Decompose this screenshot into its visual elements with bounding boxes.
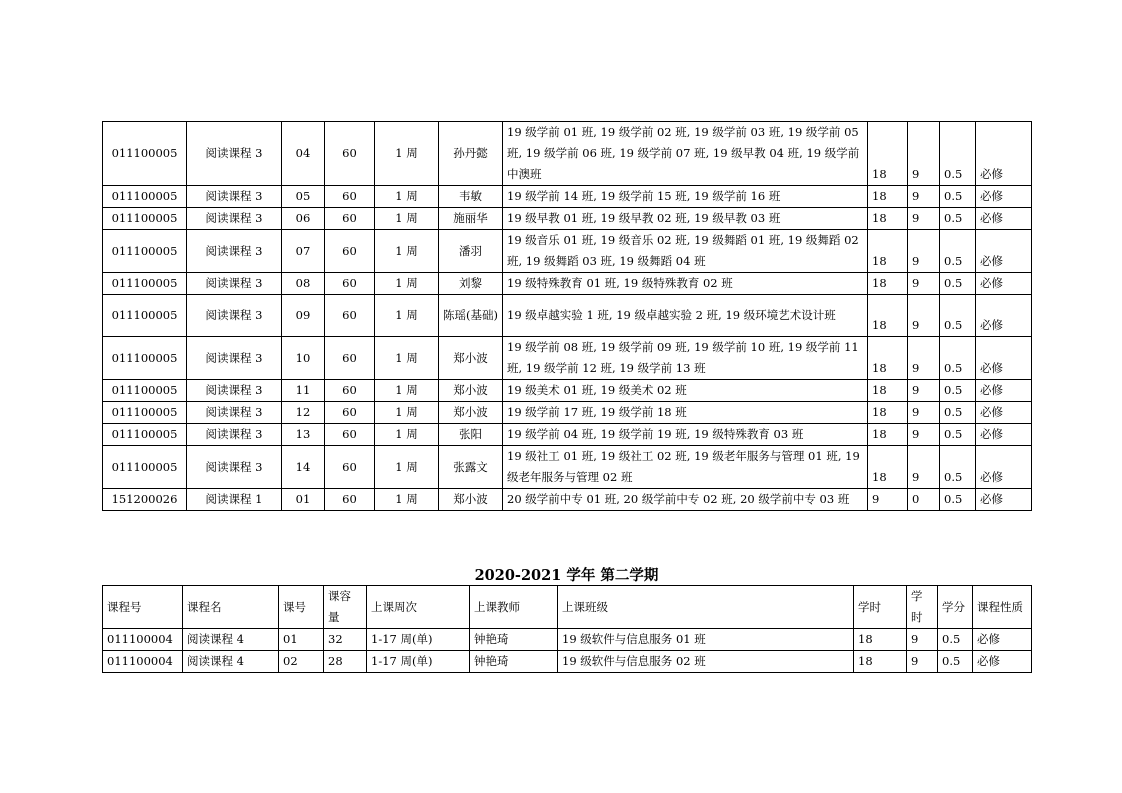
course-name-cell: 阅读课程 3	[187, 122, 282, 186]
classes-cell: 19 级学前 14 班, 19 级学前 15 班, 19 级学前 16 班	[503, 186, 868, 208]
hours-cell: 18	[868, 230, 908, 273]
nature-cell: 必修	[976, 337, 1032, 380]
credit-cell: 0.5	[938, 629, 973, 651]
nature-cell: 必修	[976, 273, 1032, 295]
credit-cell: 0.5	[938, 651, 973, 673]
course-no-cell: 011100005	[103, 424, 187, 446]
hours-cell: 18	[868, 295, 908, 337]
classes-cell: 19 级软件与信息服务 02 班	[558, 651, 854, 673]
credit-cell: 0.5	[940, 489, 976, 511]
hours-2-cell: 9	[908, 446, 940, 489]
course-name-cell: 阅读课程 3	[187, 230, 282, 273]
hours-2-cell: 9	[908, 208, 940, 230]
credit-cell: 0.5	[940, 446, 976, 489]
capacity-cell: 60	[325, 208, 375, 230]
hours-2-cell: 9	[908, 122, 940, 186]
nature-cell: 必修	[976, 380, 1032, 402]
header-capacity: 课容量	[324, 586, 367, 629]
hours-2-cell: 9	[908, 402, 940, 424]
course-no-cell: 011100005	[103, 295, 187, 337]
capacity-cell: 60	[325, 402, 375, 424]
table-row	[103, 295, 1032, 337]
hours-2-cell: 0	[908, 489, 940, 511]
credit-cell: 0.5	[940, 295, 976, 337]
credit-cell: 0.5	[940, 186, 976, 208]
nature-cell: 必修	[976, 208, 1032, 230]
hours-2-cell: 9	[907, 629, 938, 651]
weeks-cell: 1 周	[375, 380, 439, 402]
section-cell: 07	[282, 230, 325, 273]
hours-cell: 18	[868, 402, 908, 424]
hours-cell: 18	[868, 446, 908, 489]
teacher-cell: 陈瑶(基础)	[439, 295, 503, 337]
weeks-cell: 1 周	[375, 208, 439, 230]
table-row	[103, 446, 1032, 489]
course-no-cell: 011100004	[103, 629, 183, 651]
weeks-cell: 1-17 周(单)	[367, 629, 470, 651]
capacity-cell: 60	[325, 122, 375, 186]
hours-cell: 18	[868, 380, 908, 402]
hours-2-cell: 9	[908, 186, 940, 208]
teacher-cell: 孙丹懿	[439, 122, 503, 186]
course-name-cell: 阅读课程 4	[183, 651, 279, 673]
course-name-cell: 阅读课程 3	[187, 208, 282, 230]
course-name-cell: 阅读课程 3	[187, 273, 282, 295]
header-hours: 学时	[854, 586, 907, 629]
credit-cell: 0.5	[940, 273, 976, 295]
hours-cell: 18	[854, 651, 907, 673]
table-row	[103, 208, 1032, 230]
classes-cell: 19 级学前 17 班, 19 级学前 18 班	[503, 402, 868, 424]
table-header-row	[103, 586, 1032, 629]
nature-cell: 必修	[976, 230, 1032, 273]
course-no-cell: 151200026	[103, 489, 187, 511]
section-cell: 10	[282, 337, 325, 380]
capacity-cell: 60	[325, 424, 375, 446]
nature-cell: 必修	[976, 186, 1032, 208]
teacher-cell: 郑小波	[439, 380, 503, 402]
weeks-cell: 1 周	[375, 446, 439, 489]
classes-cell: 20 级学前中专 01 班, 20 级学前中专 02 班, 20 级学前中专 03 班	[503, 489, 868, 511]
header-course-name: 课程名	[183, 586, 279, 629]
hours-cell: 18	[868, 337, 908, 380]
classes-cell: 19 级学前 01 班, 19 级学前 02 班, 19 级学前 03 班, 19 级学前 05 班, 19 级学前 06 班, 19 级学前 07 班, 19 级早教 04 班, 19 级学前中澳班	[503, 122, 868, 186]
weeks-cell: 1-17 周(单)	[367, 651, 470, 673]
section-cell: 09	[282, 295, 325, 337]
hours-cell: 18	[868, 424, 908, 446]
credit-cell: 0.5	[940, 424, 976, 446]
capacity-cell: 60	[325, 273, 375, 295]
section-cell: 06	[282, 208, 325, 230]
hours-2-cell: 9	[908, 380, 940, 402]
nature-cell: 必修	[976, 122, 1032, 186]
course-name-cell: 阅读课程 3	[187, 186, 282, 208]
course-name-cell: 阅读课程 4	[183, 629, 279, 651]
hours-cell: 18	[854, 629, 907, 651]
hours-2-cell: 9	[908, 230, 940, 273]
classes-cell: 19 级卓越实验 1 班, 19 级卓越实验 2 班, 19 级环境艺术设计班	[503, 295, 868, 337]
table-row	[103, 337, 1032, 380]
course-name-cell: 阅读课程 3	[187, 337, 282, 380]
table-row	[103, 186, 1032, 208]
credit-cell: 0.5	[940, 230, 976, 273]
header-nature: 课程性质	[973, 586, 1032, 629]
credit-cell: 0.5	[940, 208, 976, 230]
weeks-cell: 1 周	[375, 424, 439, 446]
teacher-cell: 钟艳琦	[470, 629, 558, 651]
section-cell: 11	[282, 380, 325, 402]
weeks-cell: 1 周	[375, 295, 439, 337]
table-row	[103, 380, 1032, 402]
hours-2-cell: 9	[907, 651, 938, 673]
nature-cell: 必修	[973, 629, 1032, 651]
section-cell: 01	[282, 489, 325, 511]
capacity-cell: 32	[324, 629, 367, 651]
course-no-cell: 011100005	[103, 273, 187, 295]
credit-cell: 0.5	[940, 122, 976, 186]
header-teacher: 上课教师	[470, 586, 558, 629]
classes-cell: 19 级学前 04 班, 19 级学前 19 班, 19 级特殊教育 03 班	[503, 424, 868, 446]
weeks-cell: 1 周	[375, 230, 439, 273]
section-cell: 13	[282, 424, 325, 446]
classes-cell: 19 级社工 01 班, 19 级社工 02 班, 19 级老年服务与管理 01 班, 19 级老年服务与管理 02 班	[503, 446, 868, 489]
table-row	[103, 273, 1032, 295]
hours-cell: 18	[868, 122, 908, 186]
credit-cell: 0.5	[940, 380, 976, 402]
hours-cell: 18	[868, 208, 908, 230]
course-name-cell: 阅读课程 1	[187, 489, 282, 511]
course-no-cell: 011100005	[103, 380, 187, 402]
section-cell: 12	[282, 402, 325, 424]
teacher-cell: 钟艳琦	[470, 651, 558, 673]
course-name-cell: 阅读课程 3	[187, 424, 282, 446]
hours-cell: 9	[868, 489, 908, 511]
section-cell: 08	[282, 273, 325, 295]
course-no-cell: 011100005	[103, 186, 187, 208]
hours-cell: 18	[868, 186, 908, 208]
hours-cell: 18	[868, 273, 908, 295]
teacher-cell: 郑小波	[439, 489, 503, 511]
header-section: 课号	[279, 586, 324, 629]
classes-cell: 19 级软件与信息服务 01 班	[558, 629, 854, 651]
nature-cell: 必修	[976, 402, 1032, 424]
teacher-cell: 郑小波	[439, 337, 503, 380]
teacher-cell: 张阳	[439, 424, 503, 446]
classes-cell: 19 级学前 08 班, 19 级学前 09 班, 19 级学前 10 班, 19 级学前 11 班, 19 级学前 12 班, 19 级学前 13 班	[503, 337, 868, 380]
hours-2-cell: 9	[908, 337, 940, 380]
teacher-cell: 施丽华	[439, 208, 503, 230]
table-row	[103, 230, 1032, 273]
course-no-cell: 011100005	[103, 402, 187, 424]
nature-cell: 必修	[976, 424, 1032, 446]
teacher-cell: 张露文	[439, 446, 503, 489]
capacity-cell: 60	[325, 295, 375, 337]
capacity-cell: 28	[324, 651, 367, 673]
credit-cell: 0.5	[940, 402, 976, 424]
weeks-cell: 1 周	[375, 402, 439, 424]
hours-2-cell: 9	[908, 273, 940, 295]
classes-cell: 19 级早教 01 班, 19 级早教 02 班, 19 级早教 03 班	[503, 208, 868, 230]
capacity-cell: 60	[325, 380, 375, 402]
course-no-cell: 011100005	[103, 122, 187, 186]
classes-cell: 19 级特殊教育 01 班, 19 级特殊教育 02 班	[503, 273, 868, 295]
course-name-cell: 阅读课程 3	[187, 380, 282, 402]
nature-cell: 必修	[973, 651, 1032, 673]
capacity-cell: 60	[325, 489, 375, 511]
header-weeks: 上课周次	[367, 586, 470, 629]
capacity-cell: 60	[325, 446, 375, 489]
capacity-cell: 60	[325, 230, 375, 273]
table-row	[103, 651, 1032, 673]
section-cell: 01	[279, 629, 324, 651]
course-name-cell: 阅读课程 3	[187, 295, 282, 337]
table-row	[103, 629, 1032, 651]
course-no-cell: 011100005	[103, 230, 187, 273]
weeks-cell: 1 周	[375, 489, 439, 511]
nature-cell: 必修	[976, 295, 1032, 337]
teacher-cell: 韦敏	[439, 186, 503, 208]
course-name-cell: 阅读课程 3	[187, 402, 282, 424]
nature-cell: 必修	[976, 446, 1032, 489]
weeks-cell: 1 周	[375, 122, 439, 186]
course-table-1	[102, 121, 1032, 511]
capacity-cell: 60	[325, 186, 375, 208]
section-cell: 05	[282, 186, 325, 208]
header-classes: 上课班级	[558, 586, 854, 629]
semester-title: 2020-2021 学年 第二学期	[474, 567, 659, 584]
table-row	[103, 424, 1032, 446]
weeks-cell: 1 周	[375, 273, 439, 295]
course-no-cell: 011100005	[103, 337, 187, 380]
table-row	[103, 122, 1032, 186]
hours-2-cell: 9	[908, 424, 940, 446]
table-row	[103, 489, 1032, 511]
classes-cell: 19 级音乐 01 班, 19 级音乐 02 班, 19 级舞蹈 01 班, 19 级舞蹈 02 班, 19 级舞蹈 03 班, 19 级舞蹈 04 班	[503, 230, 868, 273]
weeks-cell: 1 周	[375, 186, 439, 208]
section-cell: 04	[282, 122, 325, 186]
course-table-2	[102, 585, 1032, 673]
hours-2-cell: 9	[908, 295, 940, 337]
nature-cell: 必修	[976, 489, 1032, 511]
classes-cell: 19 级美术 01 班, 19 级美术 02 班	[503, 380, 868, 402]
course-no-cell: 011100004	[103, 651, 183, 673]
teacher-cell: 刘黎	[439, 273, 503, 295]
teacher-cell: 潘羽	[439, 230, 503, 273]
credit-cell: 0.5	[940, 337, 976, 380]
section-cell: 14	[282, 446, 325, 489]
section-cell: 02	[279, 651, 324, 673]
course-no-cell: 011100005	[103, 208, 187, 230]
header-course-no: 课程号	[103, 586, 183, 629]
teacher-cell: 郑小波	[439, 402, 503, 424]
course-name-cell: 阅读课程 3	[187, 446, 282, 489]
weeks-cell: 1 周	[375, 337, 439, 380]
capacity-cell: 60	[325, 337, 375, 380]
header-credit: 学分	[938, 586, 973, 629]
table-row	[103, 402, 1032, 424]
header-hours-2: 学时	[907, 586, 938, 629]
course-no-cell: 011100005	[103, 446, 187, 489]
